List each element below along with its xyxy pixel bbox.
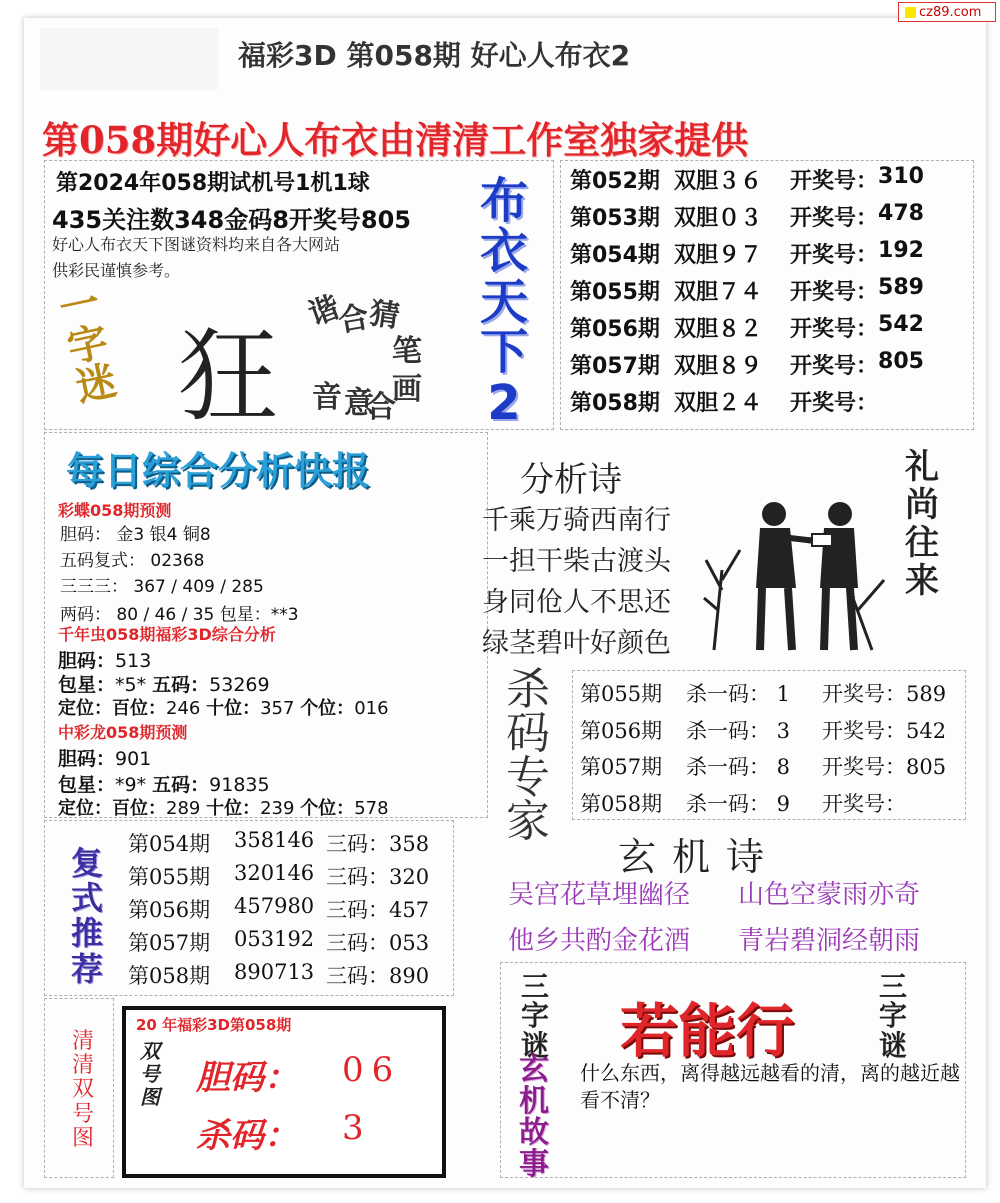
daily-title: 每日综合分析快报	[66, 449, 371, 493]
shama-row	[580, 788, 946, 825]
hint-word: 笔	[392, 334, 422, 369]
history-pair: 双胆３６	[674, 169, 763, 194]
history-draw: 805	[878, 349, 924, 374]
ge-value: 578	[354, 798, 389, 819]
gushi-char: 事	[519, 1146, 549, 1182]
caidie-liangma: 两码： 80 / 46 / 35 包星：**3	[60, 605, 299, 625]
hint-word: 猜	[367, 296, 402, 335]
wuma-label: 五码：	[152, 674, 210, 696]
fushi-row	[128, 828, 429, 861]
wuma-value: 53269	[209, 674, 270, 696]
shama-row	[580, 751, 946, 788]
fushi-code: 053192	[234, 927, 315, 951]
sanzimi-right	[870, 972, 916, 1060]
sanzimi-left	[512, 972, 558, 1060]
shama-list	[580, 678, 946, 824]
fushi-code: 457980	[234, 894, 315, 918]
yizimi-label: 一字迷	[49, 280, 119, 408]
baoxing-label: 包星：	[58, 774, 116, 796]
history-period: 第058期	[570, 391, 660, 416]
qiannian-danma	[58, 646, 151, 673]
shama-row	[580, 715, 946, 752]
shama-draw: 开奖号：589	[822, 682, 947, 706]
fushi-row	[128, 960, 429, 993]
fushi-char: 式	[70, 879, 103, 918]
dan-label: 胆码：	[196, 1058, 298, 1098]
lishang-char: 尚	[905, 485, 939, 526]
zhongcailong-title: 中彩龙058期预测	[58, 723, 188, 742]
danma-value: 901	[115, 748, 152, 770]
shama-char: 杀	[506, 664, 550, 715]
qiannian-baoxing	[58, 670, 270, 697]
fushi-row	[128, 861, 429, 894]
chart-side-char: 图	[140, 1085, 160, 1109]
shama-kill: 杀一码： 9	[686, 791, 791, 816]
poem-line: 山色空蒙雨亦奇	[738, 880, 921, 910]
poem-line: 千乘万骑西南行	[482, 505, 671, 536]
hint-word: 音	[312, 380, 342, 415]
logo-placeholder	[40, 28, 218, 90]
history-row	[570, 386, 924, 423]
fushi-three: 三码：358	[326, 832, 430, 856]
trial-line-4: 供彩民谨慎参考。	[52, 261, 181, 280]
history-draw-label: 开奖号：	[790, 280, 879, 305]
shi-label: 十位：	[206, 798, 261, 819]
brand-char: 衣	[479, 223, 528, 280]
gushi-char: 机	[519, 1083, 549, 1119]
chart-side-char: 号	[140, 1062, 160, 1086]
hint-word: 谐	[304, 289, 345, 333]
caidie-danma: 胆码： 金3 银4 铜8	[60, 525, 211, 545]
baoxing-value: *5*	[115, 674, 147, 696]
fushi-period: 第054期	[128, 832, 211, 856]
shama-char: 家	[506, 796, 550, 847]
fushi-period: 第057期	[128, 931, 211, 955]
wuma-label: 五码：	[152, 774, 210, 796]
history-list	[570, 164, 924, 423]
fushi-three: 三码：053	[326, 931, 430, 955]
fenxi-title: 分析诗	[520, 460, 622, 500]
dingwei-label: 定位：	[58, 798, 112, 819]
caidie-sansan: 三三三： 367 / 409 / 285	[60, 577, 264, 597]
history-row	[570, 275, 924, 312]
fushi-list	[128, 828, 429, 993]
sanzimi-char: 三	[878, 970, 907, 1003]
lishang-char: 礼	[905, 447, 939, 487]
fushi-period: 第056期	[128, 898, 211, 922]
ge-label: 个位：	[300, 798, 355, 819]
bai-value: 246	[166, 698, 201, 719]
qingqing-char: 双	[71, 1077, 94, 1103]
history-pair: 双胆２４	[674, 391, 763, 416]
danma-label: 胆码：	[58, 650, 116, 672]
history-draw-label: 开奖号：	[790, 391, 879, 416]
caidie-title: 彩蝶058期预测	[58, 501, 172, 520]
xuanji-poem	[508, 872, 920, 964]
trial-line-1: 第2024年058期试机号1机1球	[56, 171, 370, 196]
wuma-value: 91835	[209, 774, 270, 796]
history-pair: 双胆８９	[674, 354, 763, 379]
history-period: 第052期	[570, 169, 660, 194]
danma-label: 胆码：	[58, 748, 116, 770]
riddle-hint-words	[304, 286, 428, 426]
history-row	[570, 312, 924, 349]
fushi-char: 推	[70, 914, 103, 953]
history-draw: 310	[878, 164, 924, 189]
qiannian-title: 千年虫058期福彩3D综合分析	[58, 625, 276, 644]
riddle-answer-title: 若能行	[620, 997, 795, 1065]
poem-line: 青岩碧洞经朝雨	[738, 926, 921, 956]
history-draw-label: 开奖号：	[790, 243, 879, 268]
sanzimi-char: 字	[520, 999, 549, 1033]
fushi-three: 三码：320	[326, 865, 430, 889]
bai-label: 百位：	[112, 798, 166, 819]
qingqing-char: 清	[71, 1053, 94, 1079]
shama-kill: 杀一码： 1	[686, 682, 791, 706]
history-pair: 双胆７４	[674, 280, 763, 305]
trial-line-3: 好心人布衣天下图谜资料均来自各大网站	[52, 235, 341, 254]
shi-label: 十位：	[206, 698, 261, 719]
shama-period: 第058期	[580, 791, 663, 816]
brand-char: 天	[479, 273, 528, 330]
qingqing-char: 号	[71, 1101, 94, 1127]
shi-value: 239	[260, 798, 295, 819]
poem-row	[508, 918, 920, 964]
zhongcailong-dingwei	[58, 794, 389, 820]
poem-line: 身同伧人不思还	[482, 587, 671, 618]
qingqing-char: 清	[71, 1029, 94, 1054]
chart-header: 20 年福彩3D第058期	[136, 1016, 292, 1034]
fushi-vertical	[64, 846, 110, 987]
hint-word: 画	[392, 372, 422, 407]
qiannian-dingwei	[58, 694, 389, 720]
fushi-char: 复	[70, 844, 103, 882]
sanzimi-char: 谜	[520, 1028, 549, 1062]
lishang-char: 来	[905, 561, 939, 602]
shama-period: 第057期	[580, 755, 663, 779]
baoxing-label: 包星：	[58, 674, 116, 696]
fushi-char: 荐	[70, 949, 103, 988]
history-period: 第057期	[570, 354, 660, 379]
brand-char: 下	[479, 324, 528, 381]
sanzimi-char: 三	[520, 970, 549, 1003]
gushi-char: 故	[519, 1115, 549, 1150]
watermark-dot-icon	[905, 7, 916, 18]
banner: 第058期好心人布衣由清清工作室独家提供	[42, 118, 749, 162]
history-period: 第055期	[570, 280, 660, 305]
chart-side-label	[140, 1040, 168, 1109]
fushi-row	[128, 894, 429, 927]
sanzimi-char: 谜	[878, 1028, 907, 1062]
zhongcailong-baoxing	[58, 770, 270, 797]
history-row	[570, 238, 924, 275]
trial-line-2: 435关注数348金码8开奖号805	[52, 206, 411, 234]
bai-label: 百位：	[112, 698, 166, 719]
caidie-wuma: 五码复式： 02368	[60, 551, 205, 571]
history-draw-label: 开奖号：	[790, 169, 879, 194]
poem-line: 绿茎碧叶好颜色	[482, 628, 671, 659]
hint-word: 意	[344, 386, 374, 421]
danma-value: 513	[115, 650, 152, 672]
shama-draw: 开奖号：	[822, 791, 906, 816]
brand-vertical	[470, 173, 538, 431]
ge-label: 个位：	[300, 698, 355, 719]
history-draw: 478	[878, 201, 924, 226]
zhongcailong-danma	[58, 744, 151, 771]
lishang-vertical	[902, 448, 942, 600]
history-pair: 双胆８２	[674, 317, 763, 342]
history-period: 第056期	[570, 317, 660, 342]
history-draw-label: 开奖号：	[790, 206, 879, 231]
lishang-char: 往	[905, 523, 939, 564]
gushi-char: 玄	[519, 1052, 549, 1087]
bai-value: 289	[166, 798, 201, 819]
shama-char: 码	[506, 708, 550, 759]
shama-kill: 杀一码： 3	[686, 718, 791, 743]
history-period: 第053期	[570, 206, 660, 231]
xuanji-title: 玄机诗	[618, 835, 781, 879]
shama-draw: 开奖号：542	[822, 718, 947, 743]
fushi-code: 320146	[234, 861, 315, 885]
exchange-gift-illustration	[700, 480, 900, 660]
shama-char: 专	[506, 752, 550, 803]
brand-char: 布	[479, 173, 528, 229]
history-pair: 双胆０３	[674, 206, 763, 231]
page-title: 福彩3D 第058期 好心人布衣2	[238, 39, 631, 72]
chart-side-char: 双	[140, 1039, 160, 1063]
shama-kill: 杀一码： 8	[686, 755, 791, 779]
watermark-text: cz89.com	[919, 4, 982, 20]
history-pair: 双胆９７	[674, 243, 763, 268]
poem-line: 吴宫花草埋幽径	[508, 880, 691, 910]
gushi-vertical	[512, 1054, 556, 1180]
riddle-text: 什么东西，离得越远越看的清，离的越近越看不清？	[580, 1061, 960, 1112]
history-row	[570, 164, 924, 201]
riddle-big-char: 狂	[178, 318, 278, 435]
dingwei-label: 定位：	[58, 698, 112, 719]
shama-draw: 开奖号：805	[822, 755, 947, 779]
baoxing-value: *9*	[115, 774, 147, 796]
poem-line: 一担干柴古渡头	[482, 546, 671, 577]
fenxi-poem	[482, 500, 671, 664]
fushi-code: 358146	[234, 828, 315, 852]
shama-period: 第055期	[580, 682, 663, 706]
history-row	[570, 201, 924, 238]
history-period: 第054期	[570, 243, 660, 268]
history-draw-label: 开奖号：	[790, 354, 879, 379]
shama-vertical	[500, 664, 556, 847]
ge-value: 016	[354, 698, 389, 719]
sha-label: 杀码：	[196, 1116, 298, 1156]
qingqing-char: 图	[71, 1125, 94, 1151]
site-watermark[interactable]	[898, 2, 996, 22]
shama-period: 第056期	[580, 718, 663, 743]
fushi-row	[128, 927, 429, 960]
history-draw: 589	[878, 275, 924, 300]
history-draw-label: 开奖号：	[790, 317, 879, 342]
poem-row	[508, 872, 920, 918]
history-draw: 192	[878, 238, 924, 263]
poem-line: 他乡共酌金花酒	[508, 926, 691, 956]
history-row	[570, 349, 924, 386]
dan-value: 06	[342, 1050, 402, 1090]
qingqing-vertical	[66, 1030, 100, 1151]
shama-row	[580, 678, 946, 715]
fushi-code: 890713	[234, 960, 315, 984]
sanzimi-char: 字	[878, 999, 907, 1033]
fushi-period: 第058期	[128, 964, 211, 988]
hint-word: 合	[366, 390, 396, 425]
sha-value: 3	[342, 1108, 372, 1148]
hint-word: 合	[335, 299, 372, 340]
shi-value: 357	[260, 698, 295, 719]
fushi-period: 第055期	[128, 865, 211, 889]
history-draw: 542	[878, 312, 924, 337]
fushi-three: 三码：890	[326, 964, 430, 988]
fushi-three: 三码：457	[326, 898, 430, 922]
brand-char: 2	[487, 374, 521, 431]
